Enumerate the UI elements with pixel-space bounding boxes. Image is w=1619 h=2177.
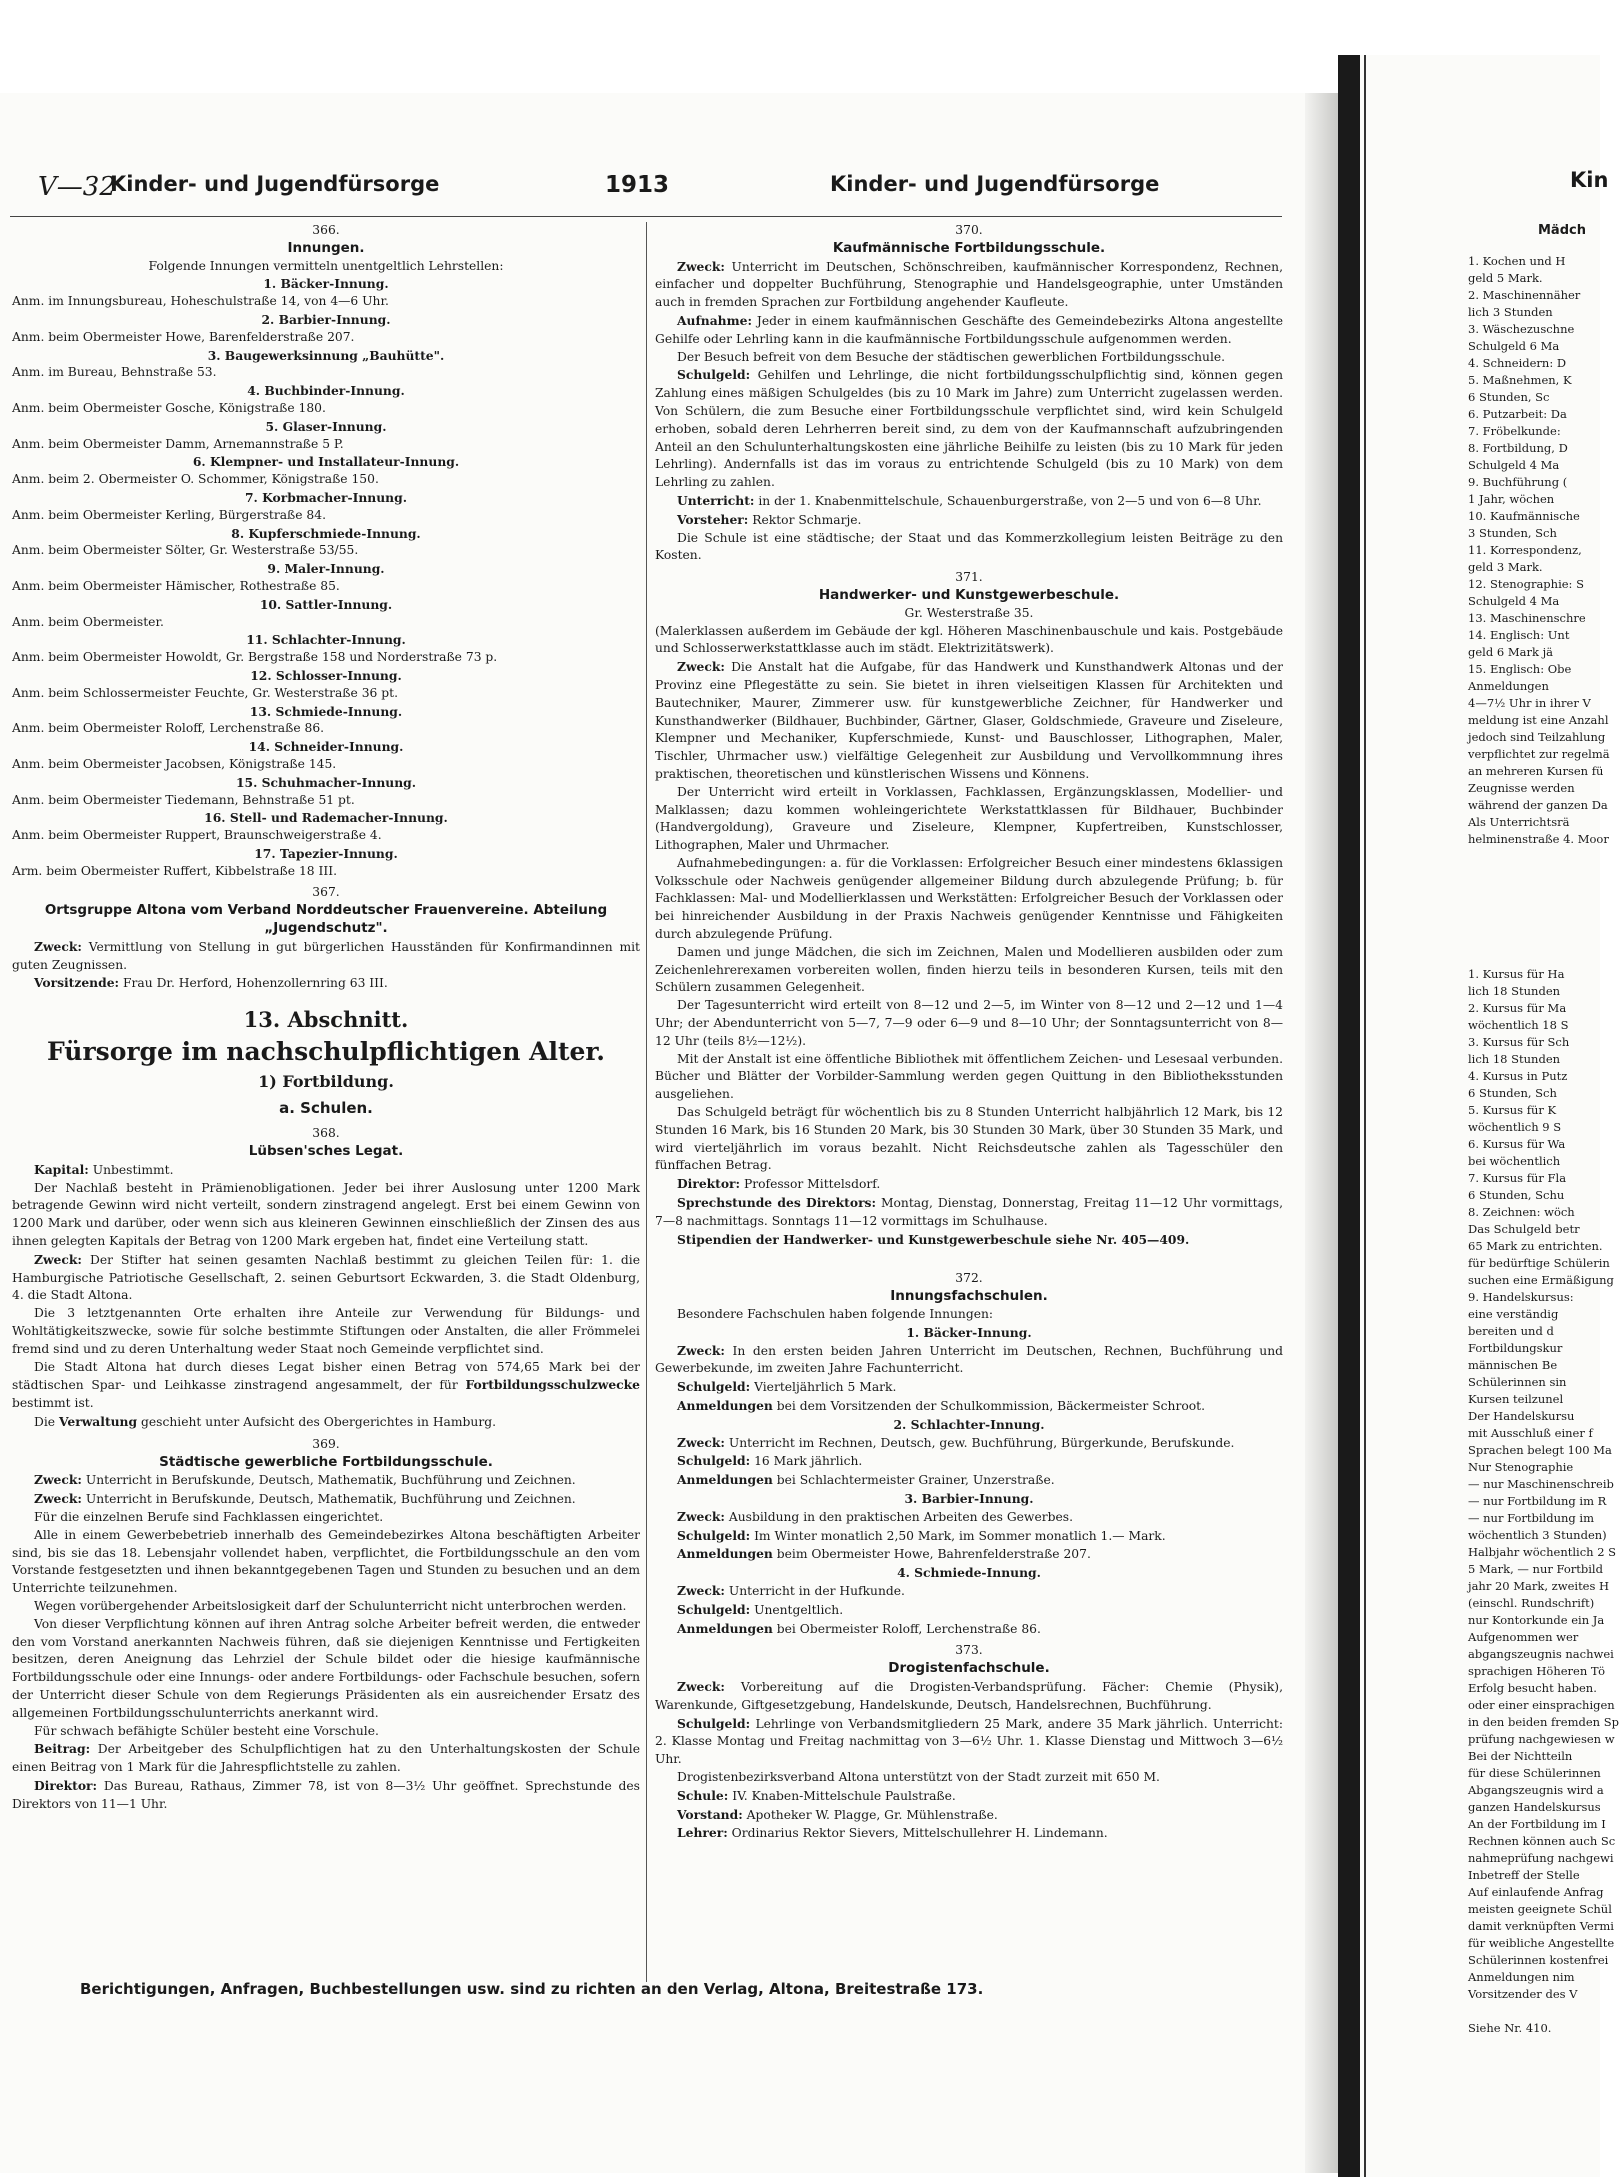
next-page-line: Schulgeld 4 Ma <box>1468 458 1560 472</box>
paragraph: Für die einzelnen Berufe sind Fachklassen eingerichtet. <box>34 1510 384 1524</box>
next-page-line: 4. Kursus in Putz <box>1468 1069 1568 1083</box>
innung-name: 8. Kupferschmiede-Innung. <box>231 525 421 541</box>
entry-368 <box>12 1125 640 1432</box>
entry-371 <box>655 569 1283 1248</box>
paragraph: Der Tagesunterricht wird erteilt von 8—12 und 2—5, im Winter von 8—12 und 2—12 und 1—4 Uhr; der Abendunterricht von 5—7, 7—9 oder 6—9 und 8—10 Uhr; der Sonntagsunterricht von 8—12 Uhr (teils 8½—12½). <box>655 998 1283 1048</box>
innung-name: 5. Glaser-Innung. <box>265 418 387 434</box>
label: Direktor: <box>677 1176 741 1192</box>
innung-address: Anm. beim Obermeister Gosche, Königstraße 180. <box>12 400 326 415</box>
entry-number: 368. <box>312 1126 340 1141</box>
next-page-line: wöchentlich 18 S <box>1468 1018 1569 1032</box>
label: Zweck: <box>34 1491 82 1507</box>
next-page-line: 14. Englisch: Unt <box>1468 628 1570 642</box>
text: Die Stadt Altona hat durch dieses Legat bisher einen Betrag von 574,65 Mark bei der städtischen Spar- und Leihkasse zinstragend angesammelt, der für <box>12 1359 640 1393</box>
entry-number: 373. <box>955 1643 983 1658</box>
next-page-line: mit Ausschluß einer f <box>1468 1426 1593 1440</box>
paragraph: Alle in einem Gewerbebetrieb innerhalb des Gemeindebezirkes Altona beschäftigten Arbeiter sind, bis sie das 18. Lebensjahr vollendet haben, verpflichtet, die Fortbildungsschule an den vom Vorstande festgesetzten und ihnen bekanntgegebenen Tagen und Stunden zu besuchen und an dem Unterrichte teilzunehmen. <box>12 1527 640 1596</box>
innung-address: Anm. beim Obermeister Tiedemann, Behnstraße 51 pt. <box>12 792 355 807</box>
text: In den ersten beiden Jahren Unterricht im Deutschen, Rechnen, Buchführung und Gewerbekunde, im zweiten Jahre Fachunterricht. <box>655 1343 1283 1376</box>
right-column <box>655 222 1283 1843</box>
label: Sprechstunde des Direktors: <box>677 1195 877 1211</box>
entry-number: 370. <box>955 223 983 237</box>
next-page-line: 4. Schneidern: D <box>1468 356 1567 370</box>
next-page-line: Siehe Nr. 410. <box>1468 2021 1552 2035</box>
text: Professor Mittelsdorf. <box>743 1177 881 1192</box>
next-page-line: wöchentlich 3 Stunden) <box>1468 1528 1607 1542</box>
next-page-line: 6 Stunden, Sch <box>1468 1086 1557 1100</box>
innung-address: Anm. beim Obermeister Hämischer, Rothestraße 85. <box>12 578 340 593</box>
next-page-line: nahmeprüfung nachgewi <box>1468 1851 1614 1865</box>
paragraph: Das Schulgeld beträgt für wöchentlich bis zu 8 Stunden Unterricht halbjährlich 12 Mark, bis 12 Stunden 16 Mark, bis 16 Stunden 20 Mark, bis 30 Stunden 30 Mark, über 30 Stunden 35 Mark, und wird vierteljährlich im voraus bezahlt. Nicht Reichsdeutsche zahlen als Tagesschüler den fünffachen Betrag. <box>655 1105 1283 1173</box>
next-page-line: Vorsitzender des V <box>1468 1987 1578 2001</box>
next-page-line: 7. Fröbelkunde: <box>1468 424 1561 438</box>
innung-title: 3. Barbier-Innung. <box>904 1490 1034 1506</box>
header-year: 1913 <box>605 172 670 198</box>
entry-372 <box>655 1270 1283 1638</box>
entry-title: Drogistenfachschule. <box>888 1660 1050 1677</box>
next-page-line: Das Schulgeld betr <box>1468 1222 1580 1236</box>
text: Apotheker W. Plagge, Gr. Mühlenstraße. <box>746 1807 998 1822</box>
label: Anmeldungen <box>677 1546 773 1562</box>
label: Schulgeld: <box>677 1601 751 1617</box>
next-page-line: 3. Wäschezuschne <box>1468 322 1575 336</box>
text: Jeder in einem kaufmännischen Geschäfte des Gemeindebezirks Altona angestellte Gehilfe oder Lehrling kann in die kaufmännische Fortbildungsschule aufgenommen werden. <box>655 313 1283 346</box>
next-page-line <box>1468 2003 1608 2020</box>
innung-address: Anm. im Innungsbureau, Hoheschulstraße 14, von 4—6 Uhr. <box>12 294 389 309</box>
text: Unterricht in Berufskunde, Deutsch, Mathematik, Buchführung und Zeichnen. <box>85 1473 576 1488</box>
next-page-line: 10. Kaufmännische <box>1468 509 1580 523</box>
next-page-line: 1 Jahr, wöchen <box>1468 492 1555 506</box>
entry-title: Innungen. <box>287 239 365 256</box>
entry-intro: Folgende Innungen vermitteln unentgeltlich Lehrstellen: <box>148 258 504 273</box>
paragraph: Für schwach befähigte Schüler besteht eine Vorschule. <box>34 1723 379 1738</box>
left-column <box>12 222 640 1814</box>
label: Vorsitzende: <box>34 975 120 991</box>
next-page-line: in den beiden fremden Sp <box>1468 1715 1619 1729</box>
next-page-line: 11. Korrespondenz, <box>1468 543 1582 557</box>
entry-title: Handwerker- und Kunstgewerbeschule. <box>818 586 1120 603</box>
next-page-line: jahr 20 Mark, zweites H <box>1468 1579 1610 1593</box>
text: Ausbildung in den praktischen Arbeiten des Gewerbes. <box>728 1509 1073 1524</box>
paragraph: Die Schule ist eine städtische; der Staat und das Kommerzkollegium leisten Beiträge zu den Kosten. <box>655 530 1283 563</box>
next-page-line: eine verständig <box>1468 1307 1559 1321</box>
next-page-line: 2. Maschinennäher <box>1468 288 1581 302</box>
innung-address: Anm. beim Obermeister Kerling, Bürgerstraße 84. <box>12 507 326 522</box>
entry-373 <box>655 1642 1283 1843</box>
label: Zweck: <box>677 1678 725 1694</box>
page-binding-bar <box>1338 55 1360 2177</box>
text: Der Stifter hat seinen gesamten Nachlaß bestimmt zu gleichen Teilen für: 1. die Hamburgische Patriotische Gesellschaft, 2. seinen Geburtsort Eckwarden, 3. die Stadt Oldenburg, 4. die Stadt Altona. <box>12 1252 640 1303</box>
label: Vorstand: <box>677 1806 743 1822</box>
innung-address: Anm. beim Schlossermeister Feuchte, Gr. Westerstraße 36 pt. <box>12 685 398 700</box>
entry-369 <box>12 1436 640 1814</box>
next-page-line: bereiten und d <box>1468 1324 1554 1338</box>
next-page-line: 5 Mark, — nur Fortbild <box>1468 1562 1603 1576</box>
next-page-lines-2 <box>1468 966 1619 2037</box>
paragraph: (Malerklassen außerdem im Gebäude der kgl. Höheren Maschinenbauschule und kais. Postgebäude und Schlosserwerkstattklasse auch im städt. Elektrizitätswerk). <box>655 623 1283 656</box>
innung-name: 1. Bäcker-Innung. <box>263 276 389 292</box>
next-page-line: Nur Stenographie <box>1468 1460 1574 1474</box>
next-page-line: sprachigen Höheren Tö <box>1468 1664 1606 1678</box>
next-page-line: 1. Kochen und H <box>1468 254 1566 268</box>
label: Schulgeld: <box>677 1527 751 1543</box>
next-page-line: 1. Kursus für Ha <box>1468 967 1565 981</box>
next-page-line: 12. Stenographie: S <box>1468 577 1584 591</box>
next-page-line: an mehreren Kursen fü <box>1468 764 1604 778</box>
next-page-line: An der Fortbildung im I <box>1468 1817 1606 1831</box>
label: Zweck: <box>34 938 82 954</box>
paragraph: Die 3 letztgenannten Orte erhalten ihre Anteile zur Verwendung für Bildungs- und Wohltätigkeitszwecke, sowie für solche bestimmte Stiftungen oder Anstalten, die aller Frömmelei fremd sind und zu deren Unterhaltung weder Staat noch Gemeinde verpflichtet sind. <box>12 1306 640 1356</box>
next-page-line: 4—7½ Uhr in ihrer V <box>1468 696 1591 710</box>
label: Unterricht: <box>677 492 755 508</box>
text: Vorbereitung auf die Drogisten-Verbandsprüfung. Fächer: Chemie (Physik), Warenkunde, Giftgesetzgebung, Handelskunde, Deutsch, Handelsrechnen, Buchführung. <box>655 1679 1283 1712</box>
entry-367 <box>12 884 640 993</box>
paragraph: Damen und junge Mädchen, die sich im Zeichnen, Malen und Modellieren ausbilden oder zum Zeichenlehrerexamen vorbereiten wollen, finden hierzu teils in besonderen Kursen, teils mit den Schülern zusammen Gelegenheit. <box>655 944 1283 995</box>
next-page-line: Als Unterrichtsrä <box>1468 815 1570 829</box>
text: Lehrlinge von Verbandsmitgliedern 25 Mark, andere 35 Mark jährlich. Unterricht: 2. Klasse Montag und Freitag nachmittag von 3—6½ Uhr. 1. Klasse Dienstag und Mittwoch 3—6½ Uhr. <box>655 1716 1283 1767</box>
column-divider <box>646 222 647 1982</box>
next-page-line: Aufgenommen wer <box>1468 1630 1579 1644</box>
next-page-line: Rechnen können auch Sc <box>1468 1834 1616 1848</box>
innung-name: 11. Schlachter-Innung. <box>246 632 406 648</box>
paragraph: Drogistenbezirksverband Altona unterstützt von der Stadt zurzeit mit 650 M. <box>677 1769 1160 1784</box>
text: Vermittlung von Stellung in gut bürgerlichen Hausständen für Konfirmandinnen mit guten Zeugnissen. <box>12 939 640 972</box>
text: Die <box>34 1415 56 1430</box>
innung-name: 2. Barbier-Innung. <box>261 311 391 327</box>
entry-number: 371. <box>955 570 983 585</box>
paragraph: Der Unterricht wird erteilt in Vorklassen, Fachklassen, Ergänzungsklassen, Modellier- und Malklassen; dazu kommen wohleingerichtete Werkstattklassen für Bildhauer, Buchbinder (Handvergoldung), Graveure und Ziseleure, Klempner, Kupfertreiben, Kunstschlosser, Lithographen, Maler und Uhrmacher. <box>655 784 1283 853</box>
next-page-line: Auf einlaufende Anfrag <box>1468 1885 1604 1899</box>
text: Im Winter monatlich 2,50 Mark, im Sommer monatlich 1.— Mark. <box>754 1528 1166 1543</box>
entry-intro: Besondere Fachschulen haben folgende Innungen: <box>677 1307 994 1322</box>
next-page-line: 15. Englisch: Obe <box>1468 662 1572 676</box>
next-page-line: lich 18 Stunden <box>1468 1052 1561 1066</box>
next-page-line: 2. Kursus für Ma <box>1468 1001 1567 1015</box>
next-page-line: 9. Handelskursus: <box>1468 1290 1574 1304</box>
innungen-list <box>12 275 640 880</box>
entry-title: Lübsen'sches Legat. <box>248 1143 404 1160</box>
innung-name: 13. Schmiede-Innung. <box>249 703 403 719</box>
next-page-line: ganzen Handelskursus <box>1468 1800 1601 1814</box>
innung-address: Anm. beim Obermeister Howoldt, Gr. Bergstraße 158 und Norderstraße 73 p. <box>12 650 498 665</box>
text: in der 1. Knabenmittelschule, Schauenburgerstraße, von 2—5 und von 6—8 Uhr. <box>758 493 1262 508</box>
innung-name: 10. Sattler-Innung. <box>259 596 393 612</box>
next-page-line: 13. Maschinenschre <box>1468 611 1586 625</box>
label: Zweck: <box>677 1508 725 1524</box>
section-number: 13. Abschnitt. <box>243 1007 409 1033</box>
next-page-line: Der Handelskursu <box>1468 1409 1575 1423</box>
page-number: V—32 <box>38 172 116 202</box>
text: Unterricht im Rechnen, Deutsch, gew. Buchführung, Bürgerkunde, Berufskunde. <box>728 1435 1235 1450</box>
next-page-header: Kin <box>1570 168 1609 192</box>
emphasis: Fortbildungsschulzwecke <box>465 1377 640 1393</box>
next-page-line: Abgangszeugnis wird a <box>1468 1783 1604 1797</box>
entry-address: Gr. Westerstraße 35. <box>904 605 1034 620</box>
next-page-lines <box>1468 253 1608 848</box>
text: Vierteljährlich 5 Mark. <box>754 1380 897 1395</box>
next-page-line: — nur Fortbildung im <box>1468 1511 1595 1525</box>
label: Direktor: <box>34 1777 98 1793</box>
innung-name: 14. Schneider-Innung. <box>248 739 404 755</box>
section-heading <box>12 1005 640 1121</box>
header-rule <box>10 216 1282 217</box>
next-page-line: 5. Maßnehmen, K <box>1468 373 1572 387</box>
next-page-column <box>1368 150 1619 2037</box>
innung-address: Anm. im Bureau, Behnstraße 53. <box>12 365 217 380</box>
next-page-line: lich 3 Stunden <box>1468 305 1553 319</box>
next-page-line: Bei der Nichtteiln <box>1468 1749 1573 1763</box>
text: bei Obermeister Roloff, Lerchenstraße 86. <box>776 1621 1041 1636</box>
paragraph: Der Nachlaß besteht in Prämienobligationen. Jeder bei ihrer Auslosung unter 1200 Mark betragende Gewinn wird nicht verteilt, sondern zinstragend angelegt. Erst bei einem Gewinn von 1200 Mark und darüber, oder wenn sich aus kleineren Gewinnen einschließlich der Zinsen des aus ihnen gelegten Kapitals der Betrag von 1200 Mark ergeben hat, findet eine Verteilung statt. <box>12 1180 640 1249</box>
label: Zweck: <box>34 1251 82 1267</box>
label: Anmeldungen <box>677 1398 773 1413</box>
header-title-left: Kinder- und Jugendfürsorge <box>110 172 440 196</box>
next-page-line: nur Kontorkunde ein Ja <box>1468 1613 1605 1627</box>
text: Unterricht in der Hufkunde. <box>728 1583 905 1598</box>
entry-title: Städtische gewerbliche Fortbildungsschule. <box>159 1453 493 1470</box>
paragraph: Mit der Anstalt ist eine öffentliche Bibliothek mit öffentlichem Zeichen- und Lesesaal verbunden. Bücher und Blätter der Vorbilder-Sammlung werden gegen Quittung in den Bibliotheksstunden ausgeliehen. <box>655 1051 1283 1102</box>
innung-name: 3. Baugewerksinnung „Bauhütte". <box>207 347 445 363</box>
next-page-line: Sprachen belegt 100 Ma <box>1468 1443 1612 1457</box>
subsubsection-title: a. Schulen. <box>279 1099 373 1118</box>
next-page-line: meldung ist eine Anzahl <box>1468 713 1609 727</box>
innung-address: Anm. beim Obermeister Roloff, Lerchenstraße 86. <box>12 721 325 736</box>
next-page-line: Anmeldungen <box>1468 679 1549 693</box>
text: bestimmt ist. <box>12 1396 94 1411</box>
page-footer: Berichtigungen, Anfragen, Buchbestellungen usw. sind zu richten an den Verlag, Altona, Breitestraße 173. <box>80 1980 984 1998</box>
next-page-line: wöchentlich 9 S <box>1468 1120 1562 1134</box>
label: Anmeldungen <box>677 1472 773 1488</box>
innung-name: 7. Korbmacher-Innung. <box>244 489 408 505</box>
label: Vorsteher: <box>677 511 749 527</box>
next-page-line: 8. Zeichnen: wöch <box>1468 1205 1575 1219</box>
innung-title: 1. Bäcker-Innung. <box>906 1324 1032 1340</box>
innung-name: 15. Schuhmacher-Innung. <box>235 774 417 790</box>
label: Anmeldungen <box>677 1620 773 1636</box>
next-page-line: für diese Schülerinnen <box>1468 1766 1601 1780</box>
label: Zweck: <box>677 1434 725 1450</box>
label: Schule: <box>677 1787 729 1803</box>
next-page-line: 9. Buchführung ( <box>1468 475 1568 489</box>
next-page-line: 6. Kursus für Wa <box>1468 1137 1566 1151</box>
next-page-line: 5. Kursus für K <box>1468 1103 1557 1117</box>
paragraph: Wegen vorübergehender Arbeitslosigkeit darf der Schulunterricht nicht unterbrochen werden. <box>34 1598 627 1613</box>
innung-name: 9. Maler-Innung. <box>267 561 385 577</box>
text: Gehilfen und Lehrlinge, die nicht fortbildungsschulpflichtig sind, können gegen Zahlung eines mäßigen Schulgeldes (bis zu 10 Mark im Jahre) zum Unterricht zugelassen werden. Von Schülern, die zum Besuche einer Fortbildungsschule verpflichtet sind, wird kein Schulgeld erhoben, sobald deren Lehrherren bereit sind, zu dem von der Kaufmannschaft aufzubringenden Anteil an den Schulunterhaltungskosten eine jährliche Beihilfe zu leisten (bis zu 10 Mark für jeden Lehrling). Andernfalls ist das im voraus zu entrichtende Schulgeld (bis zu 10 Mark) von dem Lehrling zu zahlen. <box>655 368 1283 490</box>
innung-name: 16. Stell- und Rademacher-Innung. <box>204 810 448 826</box>
next-page-line: männischen Be <box>1468 1358 1558 1372</box>
entry-number: 366. <box>312 223 340 237</box>
next-page-line: geld 5 Mark. <box>1468 271 1543 285</box>
text: bei Schlachtermeister Grainer, Unzerstraße. <box>776 1473 1055 1488</box>
next-page-line: Erfolg besucht haben. <box>1468 1681 1597 1695</box>
next-page-line: helminenstraße 4. Moor <box>1468 832 1609 846</box>
next-page-line: Zeugnisse werden <box>1468 781 1575 795</box>
text: Die Anstalt hat die Aufgabe, für das Handwerk und Kunsthandwerk Altonas und der Provinz eine Pflegestätte zu sein. Sie bietet in ihren vielseitigen Klassen für Architekten und Bautechniker, Maurer, Zimmerer usw. für kunstgewerbliche Zeichner, für Handwerker und Kunsthandwerker (Bildhauer, Buchbinder, Gärtner, Glaser, Goldschmiede, Graveure und Ziseleure, Klempner und Mechaniker, Kupferschmiede, Kunst- und Bauschlosser, Lithographen, Maler, Tischler, Uhrmacher usw.) vielfältige Gelegenheit zur Ausbildung und Vervollkommnung ihres praktischen, theoretischen und künstlerischen Wissens und Könnens. <box>655 660 1283 781</box>
next-page-line: geld 6 Mark jä <box>1468 645 1554 659</box>
text: 16 Mark jährlich. <box>754 1454 863 1469</box>
innung-address: Anm. beim Obermeister Jacobsen, Königstraße 145. <box>12 756 337 771</box>
paragraph: Stipendien der Handwerker- und Kunstgewerbeschule siehe Nr. 405—409. <box>677 1231 1190 1247</box>
innung-address: Anm. beim 2. Obermeister O. Schommer, Königstraße 150. <box>12 472 379 487</box>
label: Beitrag: <box>34 1741 91 1757</box>
next-page-line: während der ganzen Da <box>1468 798 1608 812</box>
next-page-line: prüfung nachgewiesen w <box>1468 1732 1615 1746</box>
next-page-line: für weibliche Angestellte <box>1468 1936 1615 1950</box>
entry-370 <box>655 222 1283 565</box>
next-page-line: — nur Fortbildung im R <box>1468 1494 1607 1508</box>
innung-name: 4. Buchbinder-Innung. <box>247 383 405 399</box>
label: Kapital: <box>34 1161 89 1177</box>
text: Unterricht in Berufskunde, Deutsch, Mathematik, Buchführung und Zeichnen. <box>85 1492 576 1507</box>
entry-number: 369. <box>312 1436 340 1451</box>
next-page-line: jedoch sind Teilzahlung <box>1468 730 1606 744</box>
label: Zweck: <box>34 1472 82 1488</box>
next-page-line: 7. Kursus für Fla <box>1468 1171 1567 1185</box>
label: Zweck: <box>677 1342 725 1358</box>
next-page-line: Anmeldungen nim <box>1468 1970 1575 1984</box>
innung-name: 6. Klempner- und Installateur-Innung. <box>192 454 460 470</box>
text: Unterricht im Deutschen, Schönschreiben, kaufmännischer Korrespondenz, Rechnen, einfacher und doppelter Buchführung, Stenographie und Handelsgeographie, unter Umständen auch in fremden Sprachen zur Fortbildung angehender Kaufleute. <box>655 259 1283 310</box>
label: Schulgeld: <box>677 1715 751 1731</box>
next-page-line: — nur Maschinenschreib <box>1468 1477 1614 1491</box>
next-page-line: geld 3 Mark. <box>1468 560 1543 574</box>
next-page-line: 6 Stunden, Schu <box>1468 1188 1565 1202</box>
innung-address: Anm. beim Obermeister. <box>12 614 164 629</box>
paragraph: Aufnahmebedingungen: a. für die Vorklassen: Erfolgreicher Besuch einer mindestens 6klassigen Volksschule oder Nachweis genügender allgemeiner Bildung durch abzulegende Prüfung; b. für Fachklassen: Mal- und Modellierklassen und Werkstätten: Erfolgreicher Besuch der Vorklassen oder bei hinreichender Ausbildung in der Praxis Nachweis genügender Kenntnisse und Fähigkeiten durch abzulegende Prüfung. <box>655 855 1283 942</box>
text: geschieht unter Aufsicht des Obergerichtes in Hamburg. <box>141 1415 496 1430</box>
next-page-line: Halbjahr wöchentlich 2 S <box>1468 1545 1617 1559</box>
text: beim Obermeister Howe, Bahrenfelderstraße 207. <box>776 1547 1091 1562</box>
text: Der Arbeitgeber des Schulpflichtigen hat zu den Unterhaltungskosten der Schule einen Beitrag von 1 Mark für die Jahrespflichtstelle zu zahlen. <box>12 1742 640 1775</box>
innung-address: Anm. beim Obermeister Ruppert, Braunschweigerstraße 4. <box>12 828 382 843</box>
label: Zweck: <box>677 1582 725 1598</box>
innung-address: Anm. beim Obermeister Howe, Barenfelderstraße 207. <box>12 329 355 344</box>
next-page-line: Schülerinnen kostenfrei <box>1468 1953 1609 1967</box>
next-page-line: abgangszeugnis nachwei <box>1468 1647 1614 1661</box>
next-page-line: 6 Stunden, Sc <box>1468 390 1550 404</box>
emphasis: Verwaltung <box>59 1414 138 1430</box>
next-page-line: 6. Putzarbeit: Da <box>1468 407 1567 421</box>
next-page-line: für bedürftige Schülerin <box>1468 1256 1610 1270</box>
paragraph: Der Besuch befreit von dem Besuche der städtischen gewerblichen Fortbildungsschule. <box>677 349 1226 364</box>
next-page-line: meisten geeignete Schül <box>1468 1902 1612 1916</box>
next-page-line: 8. Fortbildung, D <box>1468 441 1568 455</box>
innung-address: Anm. beim Obermeister Sölter, Gr. Westerstraße 53/55. <box>12 543 359 558</box>
next-page-line: Inbetreff der Stelle <box>1468 1868 1580 1882</box>
paragraph: Von dieser Verpflichtung können auf ihren Antrag solche Arbeiter befreit werden, die entweder den vom Vorstand anerkannten Nachweis führen, daß sie diejenigen Kenntnisse und Fertigkeiten besitzen, deren Aneignung das Lehrziel der Schule bildet oder die hiesige kaufmännische Fortbildungsschule oder eine Innungs- oder andere Fortbildungs- oder Fachschule besuchen, sofern der Unterricht dieser Schule von dem Regierungs Präsidenten als ein ausreichender Ersatz des allgemeinen Fortbildungsschulunterrichts anerkannt wird. <box>12 1616 640 1720</box>
entry-number: 372. <box>955 1271 983 1286</box>
header-title-right: Kinder- und Jugendfürsorge <box>830 172 1160 196</box>
subsection-title: 1) Fortbildung. <box>258 1072 394 1092</box>
text: Frau Dr. Herford, Hohenzollernring 63 III. <box>123 976 388 991</box>
label: Lehrer: <box>677 1825 728 1841</box>
label: Aufnahme: <box>677 312 752 328</box>
innung-address: Anm. beim Obermeister Damm, Arnemannstraße 5 P. <box>12 436 344 451</box>
next-page-line: suchen eine Ermäßigung <box>1468 1273 1614 1287</box>
text: Unentgeltlich. <box>754 1602 844 1617</box>
innung-title: 2. Schlachter-Innung. <box>893 1416 1045 1432</box>
next-page-line: 3 Stunden, Sch <box>1468 526 1557 540</box>
next-page-line: 65 Mark zu entrichten. <box>1468 1239 1603 1253</box>
innung-title: 4. Schmiede-Innung. <box>897 1565 1041 1581</box>
entry-366 <box>12 222 640 880</box>
text: Montag, Dienstag, Donnerstag, Freitag 11—12 Uhr vormittags, 7—8 nachmittags. Sonntags 11—12 vormittags im Schulhause. <box>655 1196 1283 1228</box>
next-page-line: damit verknüpften Vermi <box>1468 1919 1614 1933</box>
label: Schulgeld: <box>677 1379 751 1395</box>
innung-address: Arm. beim Obermeister Ruffert, Kibbelstraße 18 III. <box>12 863 337 878</box>
next-page-line: 3. Kursus für Sch <box>1468 1035 1570 1049</box>
text: bei dem Vorsitzenden der Schulkommission, Bäckermeister Schroot. <box>776 1399 1205 1413</box>
innung-name: 12. Schlosser-Innung. <box>250 667 402 683</box>
next-page-line: verpflichtet zur regelmä <box>1468 747 1610 761</box>
label: Schulgeld: <box>677 367 751 383</box>
innung-name: 17. Tapezier-Innung. <box>254 845 398 861</box>
entry-title: Ortsgruppe Altona vom Verband Norddeutscher Frauenvereine. Abteilung „Jugendschutz". <box>44 902 608 937</box>
label: Zweck: <box>677 659 725 675</box>
next-page-line: Schülerinnen sin <box>1468 1375 1567 1389</box>
text: IV. Knaben-Mittelschule Paulstraße. <box>732 1788 956 1803</box>
text: Unbestimmt. <box>92 1162 174 1177</box>
next-page-line: lich 18 Stunden <box>1468 984 1561 998</box>
next-page-heading: Mädch <box>1538 223 1586 238</box>
next-page-line: bei wöchentlich <box>1468 1154 1561 1168</box>
next-page-line: (einschl. Rundschrift) <box>1468 1596 1595 1610</box>
entry-title: Kaufmännische Fortbildungsschule. <box>832 239 1106 256</box>
label: Zweck: <box>677 258 725 274</box>
page-gutter <box>1305 93 1338 2173</box>
label: Schulgeld: <box>677 1453 751 1469</box>
entry-title: Innungsfachschulen. <box>890 1288 1048 1305</box>
text: Das Bureau, Rathaus, Zimmer 78, ist von 8—3½ Uhr geöffnet. Sprechstunde des Direktors von 11—1 Uhr. <box>12 1778 640 1811</box>
page-binding-line <box>1364 55 1366 2177</box>
text: Ordinarius Rektor Sievers, Mittelschullehrer H. Lindemann. <box>731 1826 1108 1841</box>
next-page-line: Kursen teilzunel <box>1468 1392 1564 1406</box>
text: Rektor Schmarje. <box>752 512 862 527</box>
entry-number: 367. <box>312 885 340 900</box>
next-page-line: Schulgeld 4 Ma <box>1468 594 1560 608</box>
next-page-line: Schulgeld 6 Ma <box>1468 339 1560 353</box>
next-page-line: Fortbildungskur <box>1468 1341 1563 1355</box>
section-title: Fürsorge im nachschulpflichtigen Alter. <box>46 1037 606 1067</box>
page-header <box>0 172 1200 212</box>
next-page-line: oder einer einsprachigen <box>1468 1698 1615 1712</box>
